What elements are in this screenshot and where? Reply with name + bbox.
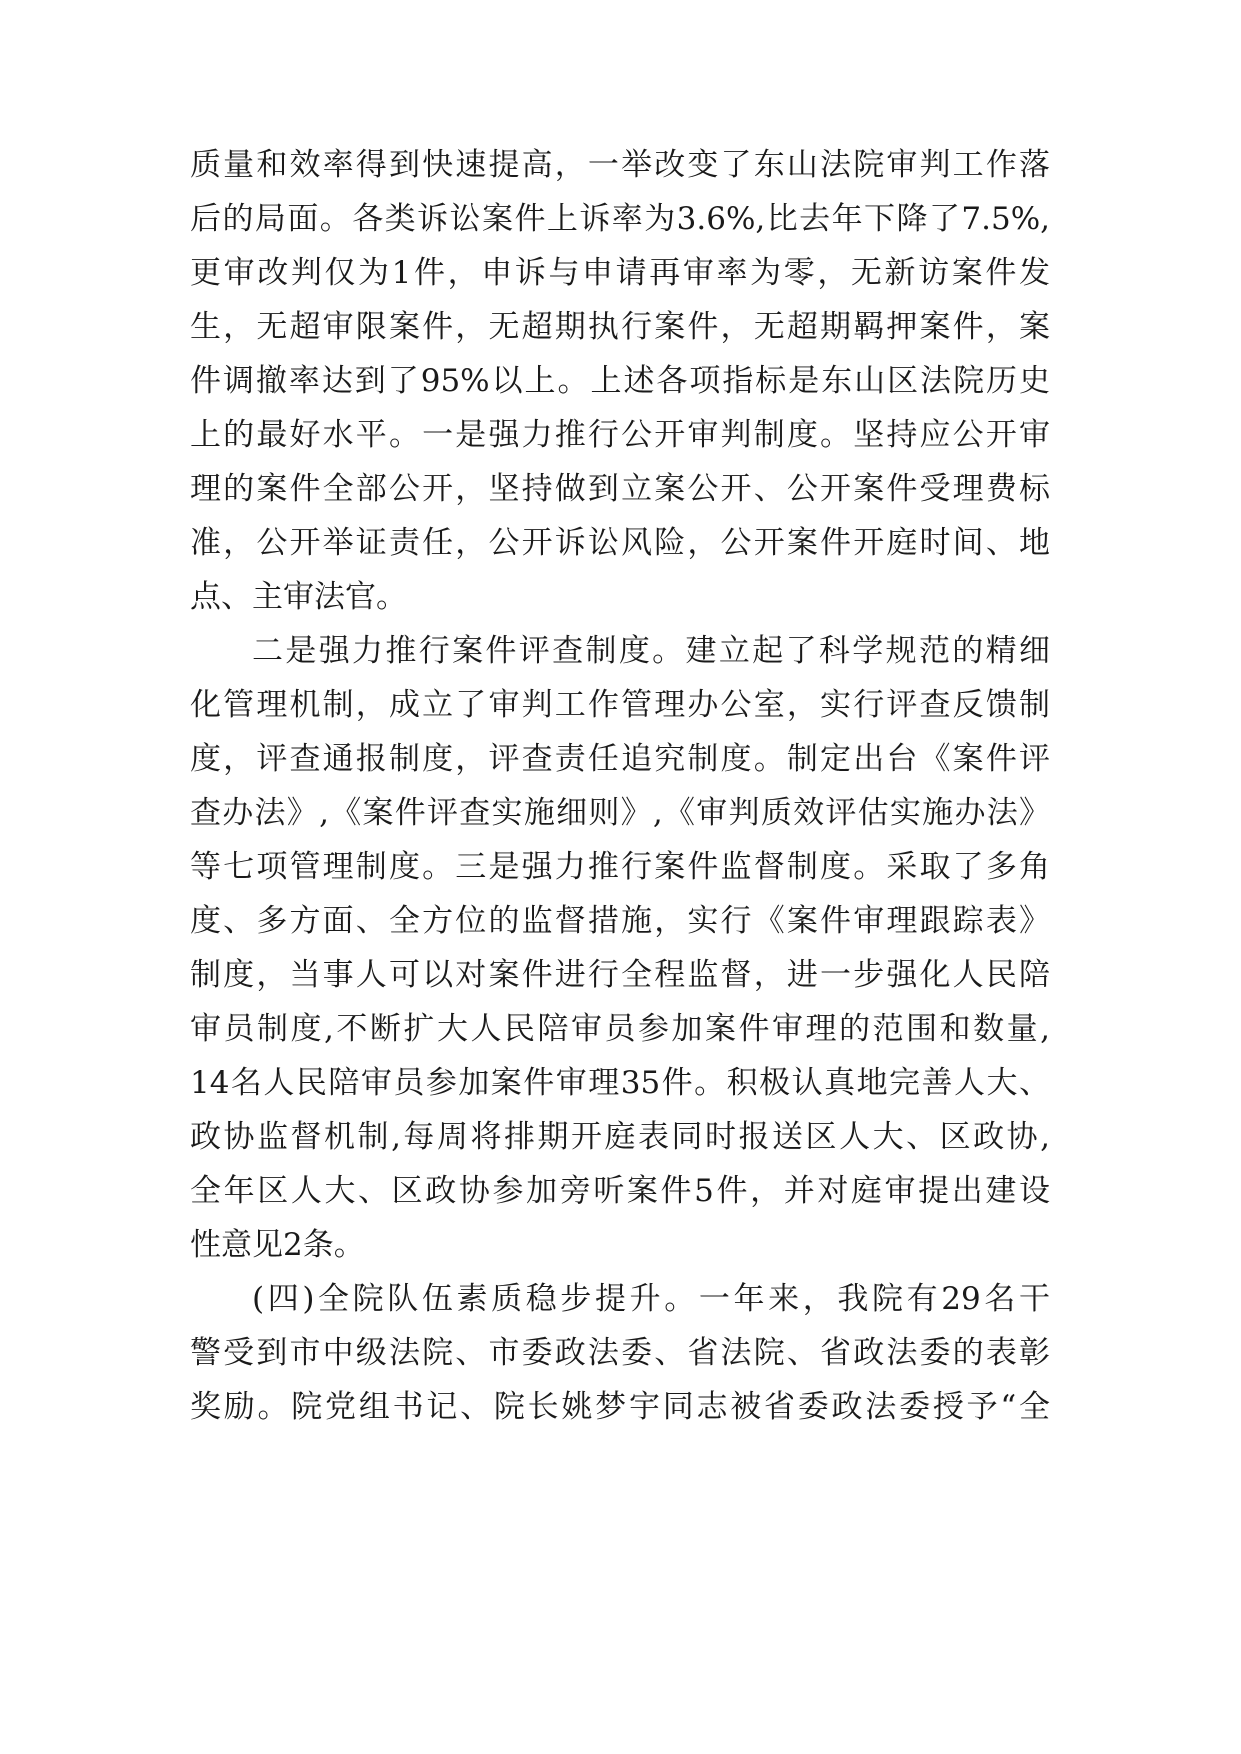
text-line: 点、主审法官。 [190,579,407,615]
text-line: 件调撤率达到了95%以上。上述各项指标是东山区法院历史 [190,363,1050,399]
text-line: 查办法》,《案件评查实施细则》,《审判质效评估实施办法》 [190,795,1050,831]
text-line: 审员制度,不断扩大人民陪审员参加案件审理的范围和数量, [190,1011,1050,1047]
text-line: 度，评查通报制度，评查责任追究制度。制定出台《案件评 [190,741,1050,777]
text-line: (四)全院队伍素质稳步提升。一年来，我院有29名干 [252,1281,1050,1317]
text-line: 二是强力推行案件评查制度。建立起了科学规范的精细 [252,633,1050,669]
text-line: 性意见2条。 [190,1227,365,1263]
text-line: 理的案件全部公开，坚持做到立案公开、公开案件受理费标 [190,471,1050,507]
text-line: 等七项管理制度。三是强力推行案件监督制度。采取了多角 [190,849,1050,885]
text-line: 化管理机制，成立了审判工作管理办公室，实行评查反馈制 [190,687,1050,723]
text-line: 上的最好水平。一是强力推行公开审判制度。坚持应公开审 [190,417,1050,453]
text-line: 全年区人大、区政协参加旁听案件5件，并对庭审提出建设 [190,1173,1050,1209]
text-line: 制度，当事人可以对案件进行全程监督，进一步强化人民陪 [190,957,1050,993]
text-line: 生，无超审限案件，无超期执行案件，无超期羁押案件，案 [190,309,1050,345]
text-line: 质量和效率得到快速提高，一举改变了东山法院审判工作落 [190,147,1050,183]
text-line: 奖励。院党组书记、院长姚梦宇同志被省委政法委授予“全 [190,1389,1050,1425]
text-line: 14名人民陪审员参加案件审理35件。积极认真地完善人大、 [190,1065,1050,1101]
text-line: 更审改判仅为1件，申诉与申请再审率为零，无新访案件发 [190,255,1050,291]
text-line: 度、多方面、全方位的监督措施，实行《案件审理跟踪表》 [190,903,1050,939]
text-line: 警受到市中级法院、市委政法委、省法院、省政法委的表彰 [190,1335,1050,1371]
text-line: 准，公开举证责任，公开诉讼风险，公开案件开庭时间、地 [190,525,1050,561]
text-line: 政协监督机制,每周将排期开庭表同时报送区人大、区政协, [190,1119,1050,1155]
text-line: 后的局面。各类诉讼案件上诉率为3.6%,比去年下降了7.5%, [190,201,1050,237]
